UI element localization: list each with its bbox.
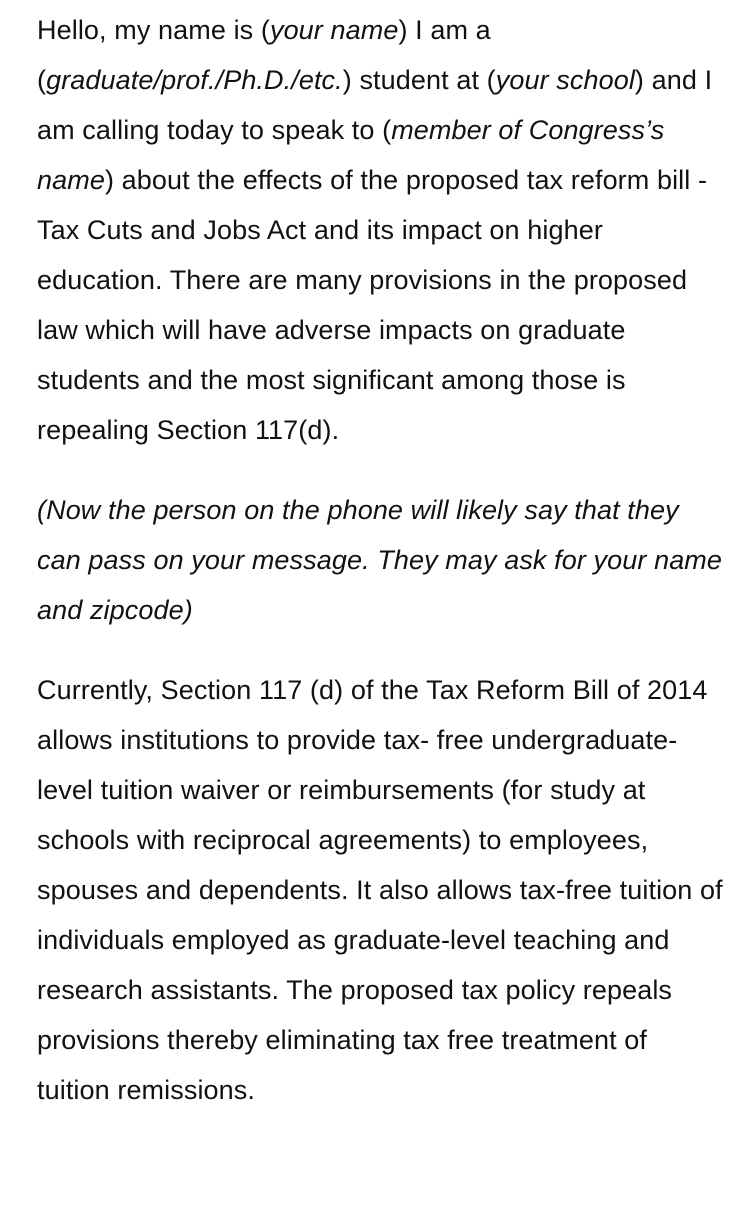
intro-paragraph [37, 5, 727, 455]
intro-text-4: ) and I am calling today to speak to ( [37, 65, 713, 145]
student-type-placeholder: graduate/prof./Ph.D./etc. [46, 65, 343, 95]
your-school-placeholder: your school [495, 65, 635, 95]
section-117d-paragraph: Currently, Section 117 (d) of the Tax Reform Bill of 2014 allows institutions to provide tax- free undergraduate-level tuition waiver or reimbursements (for study at schools with reciprocal agreements) to employees, spouses and dependents. It also allows tax-free tuition of individuals employed as graduate-level teaching and research assistants. The proposed tax policy repeals provisions thereby eliminating tax free treatment of tuition remissions. [37, 675, 723, 1105]
member-name-placeholder: member of Congress’s name [37, 115, 665, 195]
intro-text-5: ) about the effects of the proposed tax reform bill - Tax Cuts and Jobs Act and its impact on higher education. There are many provisions in the proposed law which will have adverse impacts on graduate students and the most significant among those is repealing Section 117(d). [37, 165, 708, 445]
intro-text-1: Hello, my name is ( [37, 15, 270, 45]
phone-note-paragraph: (Now the person on the phone will likely say that they can pass on your message. They may ask for your name and zipcode) [37, 495, 723, 625]
intro-text-2: ) I am a ( [37, 15, 491, 95]
intro-text-3: ) student at ( [342, 65, 496, 95]
call-script-document [37, 5, 727, 1115]
your-name-placeholder: your name [269, 15, 399, 45]
